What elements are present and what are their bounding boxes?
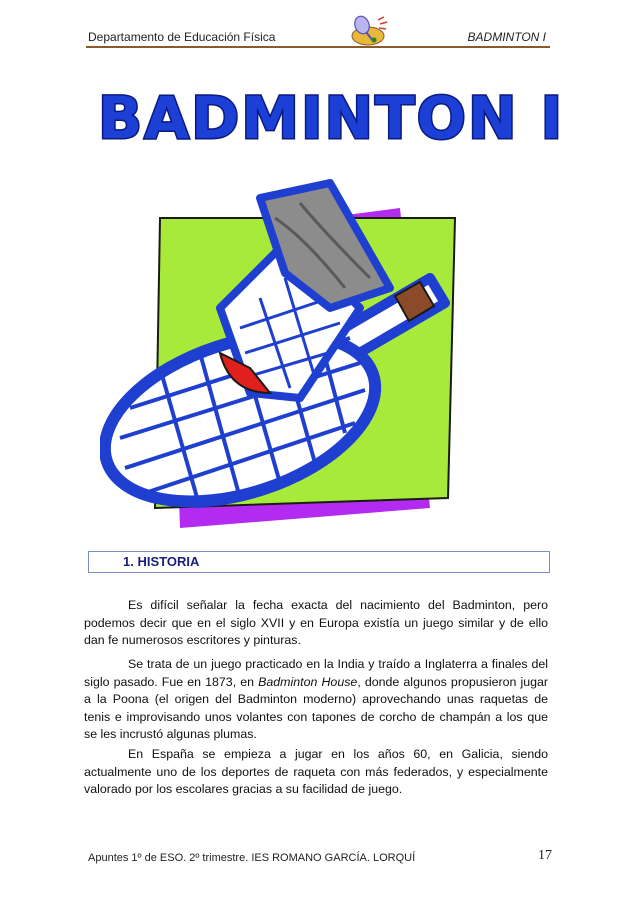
- header-subject: BADMINTON I: [467, 30, 546, 44]
- header-department: Departamento de Educación Física: [88, 30, 276, 44]
- paragraph-badminton-house-text-a: Se trata de un juego practicado en la India y traído a Inglaterra a finales del siglo pasado. Fue en 1873, en: [84, 657, 548, 689]
- paragraph-origin: [84, 597, 548, 650]
- paragraph-spain: [84, 746, 548, 799]
- page-number: 17: [538, 848, 552, 863]
- section-heading: 1. HISTORIA: [123, 554, 200, 569]
- paragraph-badminton-house: [84, 656, 548, 744]
- paragraph-spain-text: En España se empieza a jugar en los años 60, en Galicia, siendo actualmente uno de los deportes de raqueta con más federados, y especialmente valorado por los escolares gracias a su facilidad de juego.: [84, 747, 548, 796]
- footer-course-info: Apuntes 1º de ESO. 2º trimestre. IES ROMANO GARCÍA. LORQUÍ: [88, 852, 416, 864]
- paragraph-origin-text: Es difícil señalar la fecha exacta del nacimiento del Badminton, pero podemos decir que en el siglo XVII y en Europa existía un juego similar y de ello dan fe numerosos escritores y pinturas.: [84, 598, 548, 647]
- section-heading-box: [88, 551, 550, 573]
- page-title-text: BADMINTON I: [98, 84, 565, 152]
- badminton-house-emphasis: Badminton House: [258, 674, 358, 689]
- badminton-racket-shuttlecock-illustration: [100, 178, 480, 528]
- header-rule: [86, 46, 550, 48]
- page-title: [94, 80, 565, 152]
- paragraph-badminton-house-text-b: , donde algunos propusieron jugar a la Poona (el origen del Badminton moderno) aprovechando unas raquetas de tenis e improvisando unos volantes con tapones de corcho de champán a los que se les incrustó algunas plumas.: [84, 674, 549, 741]
- badminton-logo-icon: [348, 12, 392, 52]
